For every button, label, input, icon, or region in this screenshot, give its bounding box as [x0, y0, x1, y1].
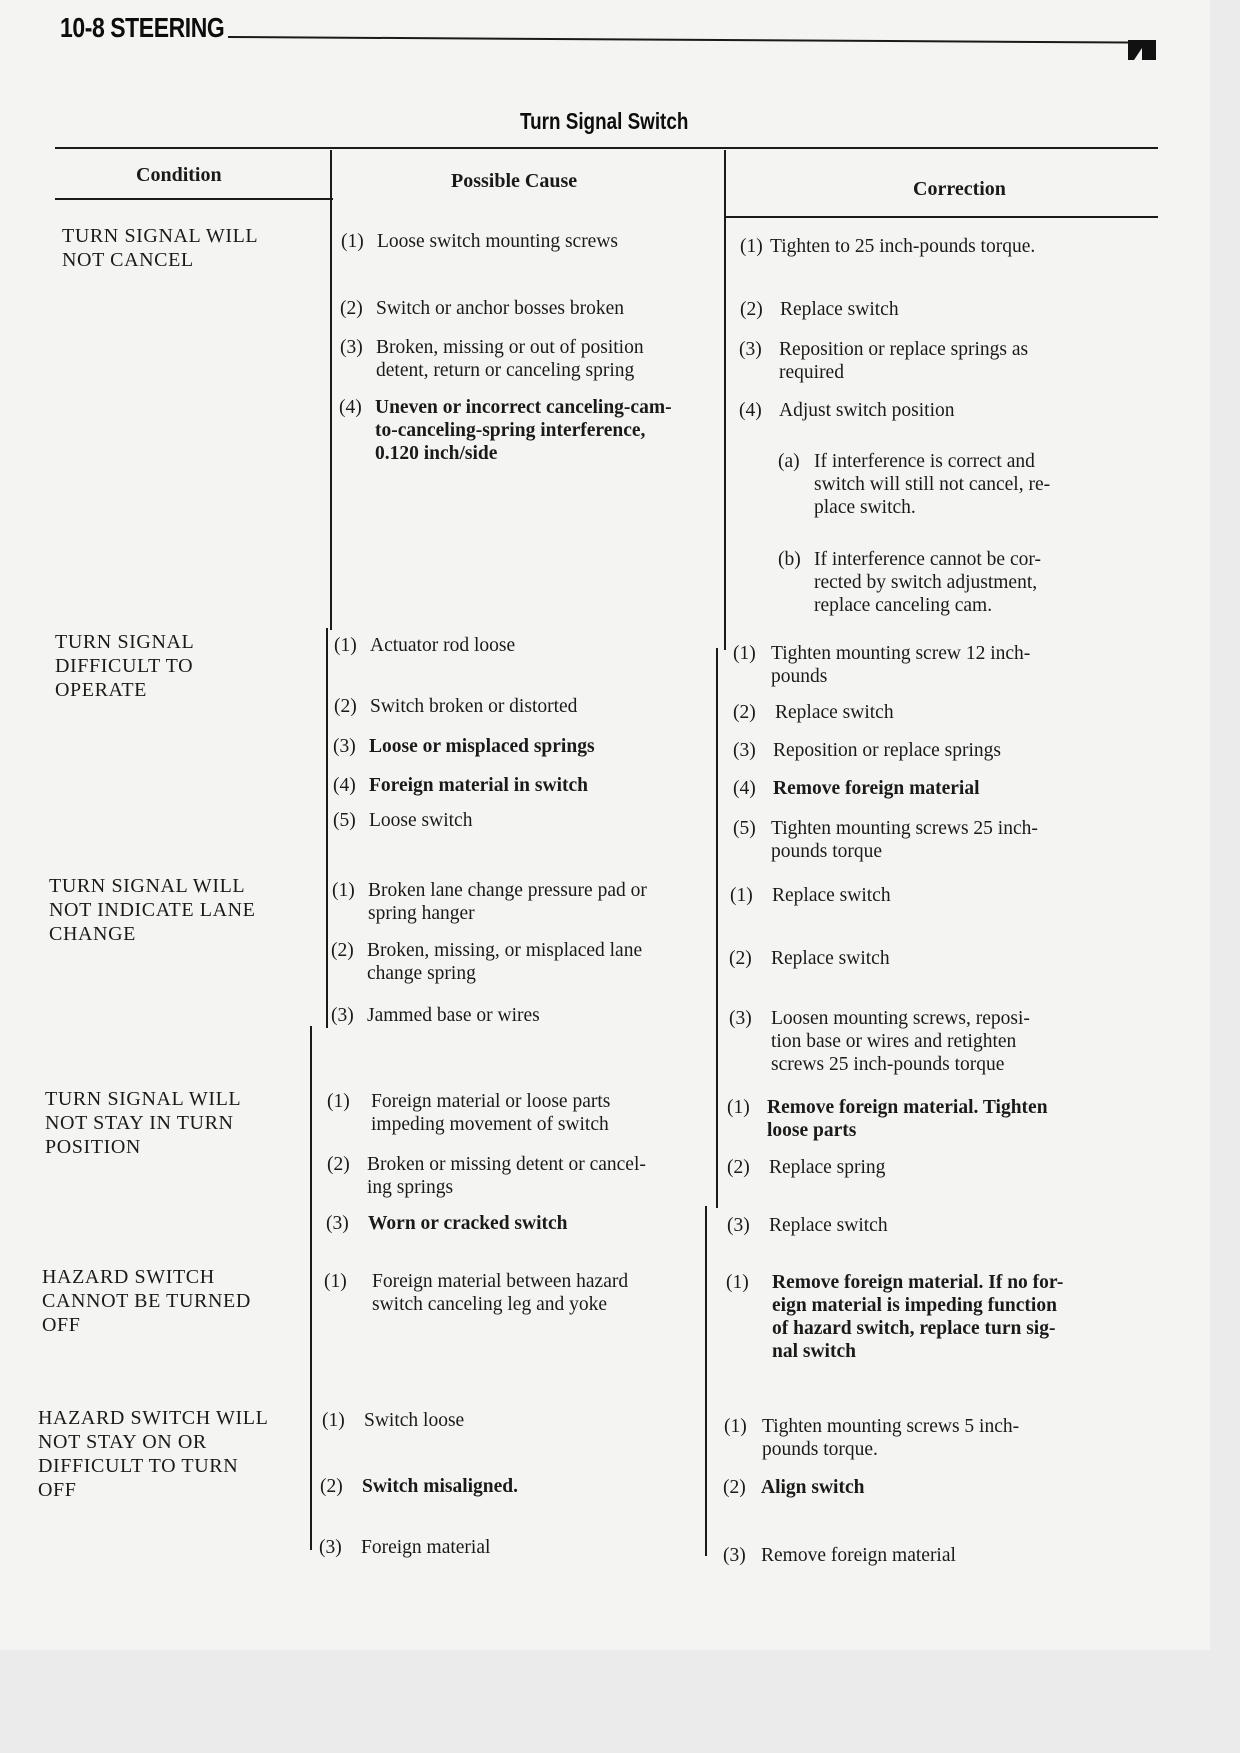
correction-item: (2) Replace spring [727, 1157, 886, 1178]
condition-turn-signal-will-not-indicate-lane-change: TURN SIGNAL WILL NOT INDICATE LANE CHANGE [49, 875, 256, 945]
correction-item: (4) Remove foreign material [733, 778, 980, 799]
section-header: 10-8 STEERING [60, 12, 225, 43]
cause-item: (1) Foreign material or loose parts impeding movement of switch [327, 1091, 611, 1135]
condition-hazard-switch-cannot-be-turned-off: HAZARD SWITCH CANNOT BE TURNED OFF [42, 1266, 251, 1336]
correction-item: (4) Adjust switch position [739, 400, 955, 421]
cause-item: (3) Loose or misplaced springs [333, 736, 595, 757]
column-header-condition: Condition [136, 164, 222, 186]
cause-item: (2) Broken, missing, or misplaced lane change spring [331, 940, 643, 984]
column-divider-2c [705, 1206, 707, 1556]
cause-item: (3) Foreign material [319, 1537, 491, 1558]
cause-item: (5) Loose switch [333, 810, 473, 831]
column-divider-1 [330, 150, 332, 630]
header-rule [228, 36, 1128, 43]
cause-item: (2) Switch misaligned. [320, 1476, 519, 1497]
correction-item: (2) Replace switch [729, 948, 890, 969]
header-bottom-rule-right [725, 216, 1158, 218]
column-header-correction: Correction [913, 178, 1006, 200]
correction-item: (3) Remove foreign material [723, 1545, 956, 1566]
correction-item: (5) Tighten mounting screws 25 inch- pounds torque [733, 818, 1038, 862]
condition-hazard-switch-will-not-stay-on: HAZARD SWITCH WILL NOT STAY ON OR DIFFICULT TO TURN OFF [38, 1407, 269, 1501]
condition-turn-signal-will-not-cancel: TURN SIGNAL WILL NOT CANCEL [62, 225, 259, 271]
cause-item: (4) Foreign material in switch [333, 775, 588, 796]
correction-item: (2) Replace switch [740, 299, 899, 320]
cause-item: (1) Foreign material between hazard switch canceling leg and yoke [324, 1271, 629, 1315]
column-divider-1c [310, 1026, 312, 1550]
correction-item: (2) Replace switch [733, 702, 894, 723]
correction-item: (1) Tighten mounting screw 12 inch- pounds [733, 643, 1031, 687]
cause-item: (3) Worn or cracked switch [326, 1213, 568, 1234]
correction-item: (1) Remove foreign material. Tighten loose parts [727, 1097, 1048, 1141]
correction-item: (3) Reposition or replace springs as required [739, 339, 1029, 383]
cause-item: (2) Switch broken or distorted [334, 696, 578, 717]
column-divider-2b [716, 648, 718, 1208]
condition-turn-signal-will-not-stay-in-turn-position: TURN SIGNAL WILL NOT STAY IN TURN POSITION [45, 1088, 242, 1158]
cause-item: (1) Switch loose [322, 1410, 465, 1431]
cause-item: (2) Switch or anchor bosses broken [340, 298, 625, 319]
correction-item: (1) Tighten mounting screws 5 inch- pounds torque. [724, 1416, 1020, 1460]
column-header-possible-cause: Possible Cause [451, 170, 578, 192]
cause-item: (2) Broken or missing detent or cancel- ing springs [327, 1154, 646, 1198]
table-top-rule [55, 147, 1158, 149]
cause-item: (1) Actuator rod loose [334, 635, 516, 656]
column-divider-1b [326, 628, 328, 1028]
column-divider-2 [724, 150, 726, 650]
correction-item: (3) Reposition or replace springs [733, 740, 1001, 761]
cause-item: (1) Loose switch mounting screws [341, 231, 619, 252]
condition-turn-signal-difficult-to-operate: TURN SIGNAL DIFFICULT TO OPERATE [55, 631, 195, 701]
correction-item: (1) Remove foreign material. If no for- eign material is impeding function of hazard switch, replace turn sig- nal switch [726, 1272, 1064, 1362]
correction-item: (1) Replace switch [730, 885, 891, 906]
correction-item: (2) Align switch [723, 1477, 865, 1498]
correction-item: (3) Replace switch [727, 1215, 888, 1236]
correction-subitem: (b) If interference cannot be cor- rected by switch adjustment, replace canceling cam. [778, 549, 1041, 616]
cause-item: (1) Broken lane change pressure pad or spring hanger [332, 880, 647, 924]
page-corner-mark-icon [1128, 40, 1156, 60]
cause-item: (3) Jammed base or wires [331, 1005, 540, 1026]
correction-subitem: (a) If interference is correct and switch will still not cancel, re- place switch. [778, 451, 1051, 518]
cause-item: (3) Broken, missing or out of position detent, return or canceling spring [340, 337, 644, 381]
correction-item: (3) Loosen mounting screws, reposi- tion base or wires and retighten screws 25 inch-pounds torque [729, 1008, 1030, 1075]
correction-item: (1) Tighten to 25 inch-pounds torque. [740, 236, 1036, 257]
header-bottom-rule-left [55, 198, 333, 200]
cause-item: (4) Uneven or incorrect canceling-cam- to-canceling-spring interference, 0.120 inch/side [339, 397, 672, 464]
table-title: Turn Signal Switch [520, 108, 689, 134]
